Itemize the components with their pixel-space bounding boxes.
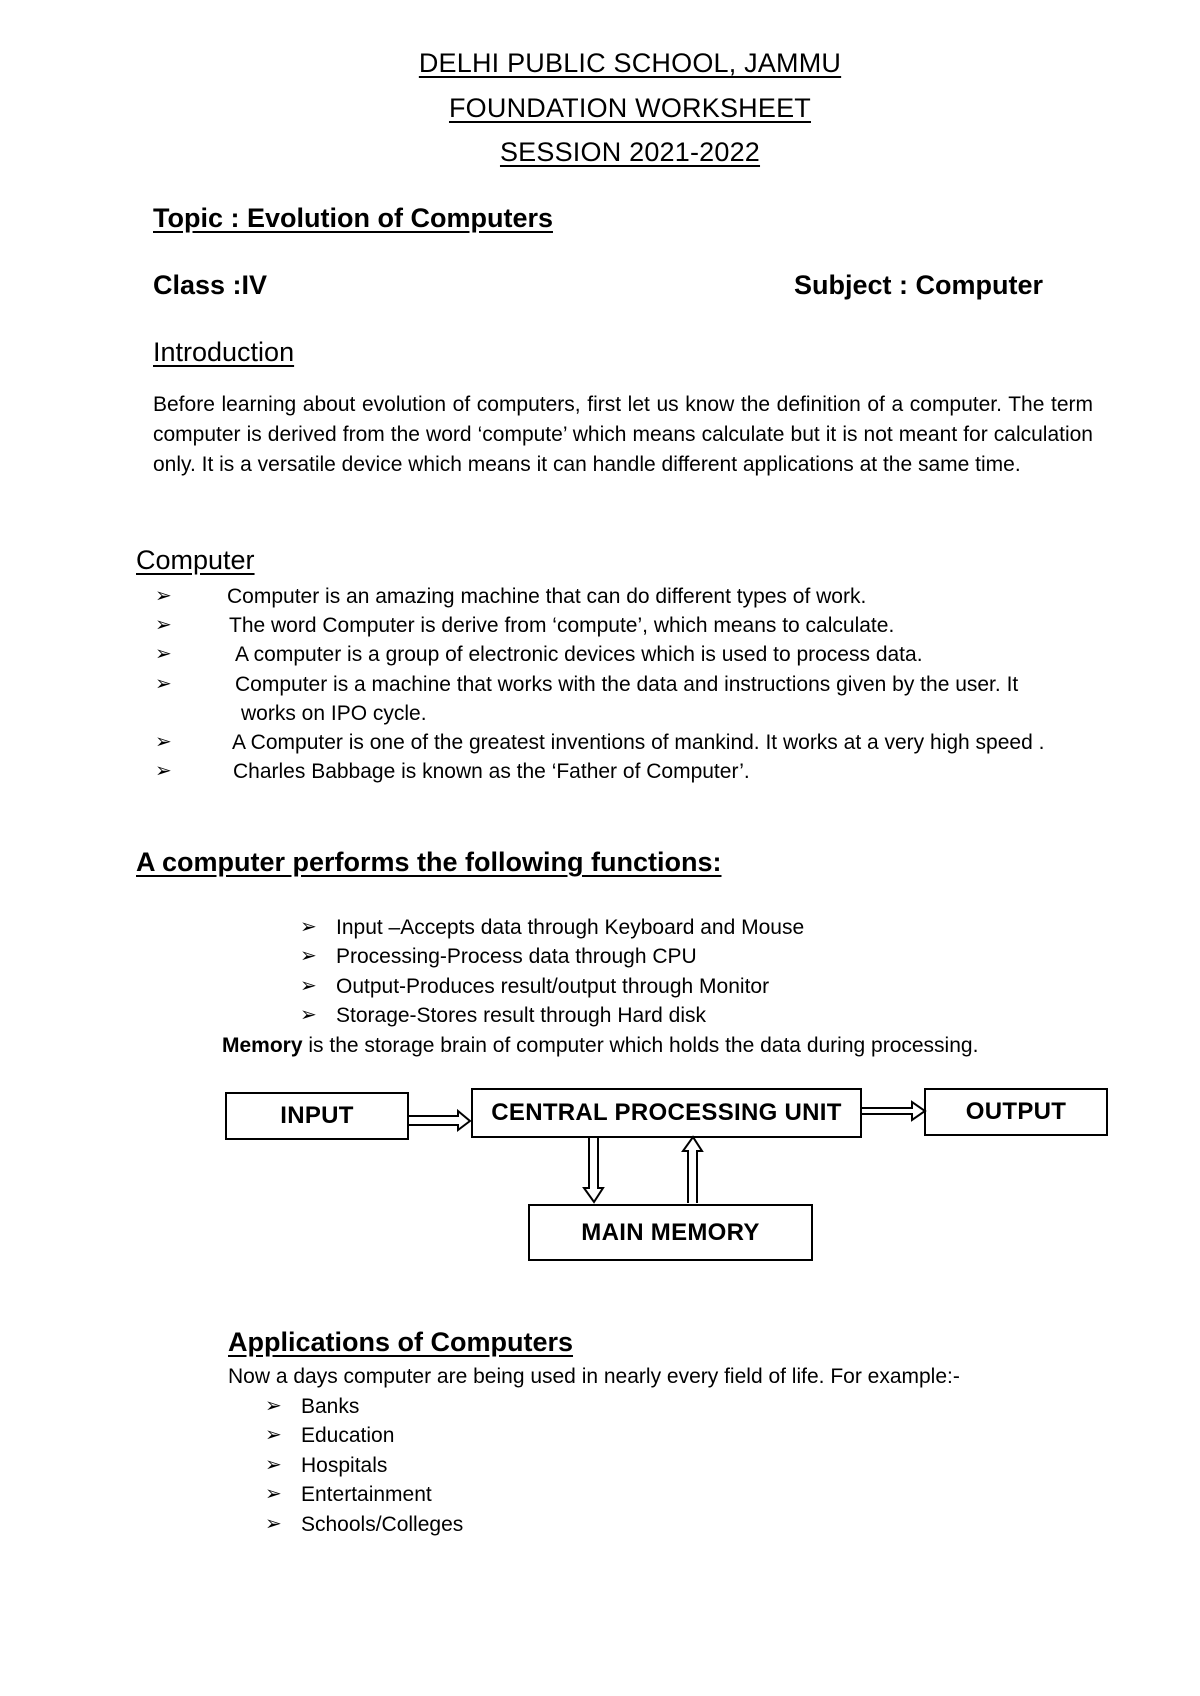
- arrow-bullet-icon: ➢: [155, 614, 172, 636]
- arrow-bullet-icon: ➢: [300, 916, 317, 938]
- arrow-bullet-icon: ➢: [155, 760, 172, 782]
- arrow-bullet-icon: ➢: [155, 673, 172, 695]
- computer-heading: Computer: [136, 545, 255, 575]
- memory-to-cpu-arrow: [683, 1137, 702, 1203]
- output-box: OUTPUT: [924, 1088, 1108, 1136]
- arrow-bullet-icon: ➢: [300, 945, 317, 967]
- arrow-bullet-icon: ➢: [265, 1513, 282, 1535]
- input-to-cpu-arrow: [408, 1111, 470, 1130]
- applications-list: ➢ Banks ➢ Education ➢ Hospitals ➢ Entertainment ➢ Schools/Colleges: [265, 1392, 665, 1542]
- worksheet-title: FOUNDATION WORKSHEET: [448, 93, 811, 123]
- input-box: INPUT: [225, 1092, 409, 1140]
- arrow-bullet-icon: ➢: [265, 1454, 282, 1476]
- arrow-bullet-icon: ➢: [155, 731, 172, 753]
- arrow-bullet-icon: ➢: [265, 1395, 282, 1417]
- arrow-bullet-icon: ➢: [265, 1424, 282, 1446]
- topic-heading: Topic : Evolution of Computers: [153, 203, 553, 233]
- arrow-bullet-icon: ➢: [155, 585, 172, 607]
- arrow-bullet-icon: ➢: [155, 643, 172, 665]
- applications-heading: Applications of Computers: [228, 1327, 574, 1357]
- functions-bullet-list: ➢ Input –Accepts data through Keyboard and Mouse ➢ Processing-Process data through CPU ➢ Output-Produces result/output through Monitor ➢ Storage-Stores result through Hard disk: [300, 913, 1000, 1033]
- memory-note: Memory is the storage brain of computer which holds the data during processing.: [222, 1034, 979, 1057]
- class-label: Class :IV: [153, 270, 268, 300]
- applications-intro: Now a days computer are being used in nearly every field of life. For example:-: [228, 1365, 960, 1388]
- subject-label: Subject : Computer: [794, 270, 1044, 300]
- cpu-to-memory-arrow: [584, 1137, 603, 1202]
- introduction-heading: Introduction: [153, 337, 295, 367]
- school-name: DELHI PUBLIC SCHOOL, JAMMU: [418, 48, 842, 78]
- arrow-bullet-icon: ➢: [300, 975, 317, 997]
- cpu-box: CENTRAL PROCESSING UNIT: [471, 1088, 862, 1138]
- list-item-continuation: works on IPO cycle.: [241, 702, 427, 725]
- memory-term: Memory: [222, 1034, 303, 1057]
- session-label: SESSION 2021-2022: [499, 137, 761, 167]
- cpu-to-output-arrow: [861, 1102, 925, 1120]
- main-memory-box: MAIN MEMORY: [528, 1204, 813, 1261]
- arrow-bullet-icon: ➢: [265, 1483, 282, 1505]
- functions-heading: A computer performs the following functions:: [136, 847, 722, 877]
- computer-bullet-list: ➢ Computer is an amazing machine that can do different types of work. ➢ The word Computer is derive from ‘compute’, which means to calculate. ➢ A computer is a group of electronic devices which is used to process data. ➢ Computer is a machine that works with the data and instructions given by the user. It works on IPO cycle. ➢ A Computer is one of the greatest inventions of mankind. It works at a very high speed . ➢ Charles Babbage is known as the ‘Father of Computer’.: [155, 582, 1115, 792]
- arrow-bullet-icon: ➢: [300, 1004, 317, 1026]
- introduction-paragraph: Before learning about evolution of computers, first let us know the definition of a computer. The term computer is derived from the word ‘compute’ which means calculate but it is not meant for calculation only. It is a versatile device which means it can handle different applications at the same time.: [153, 393, 1093, 476]
